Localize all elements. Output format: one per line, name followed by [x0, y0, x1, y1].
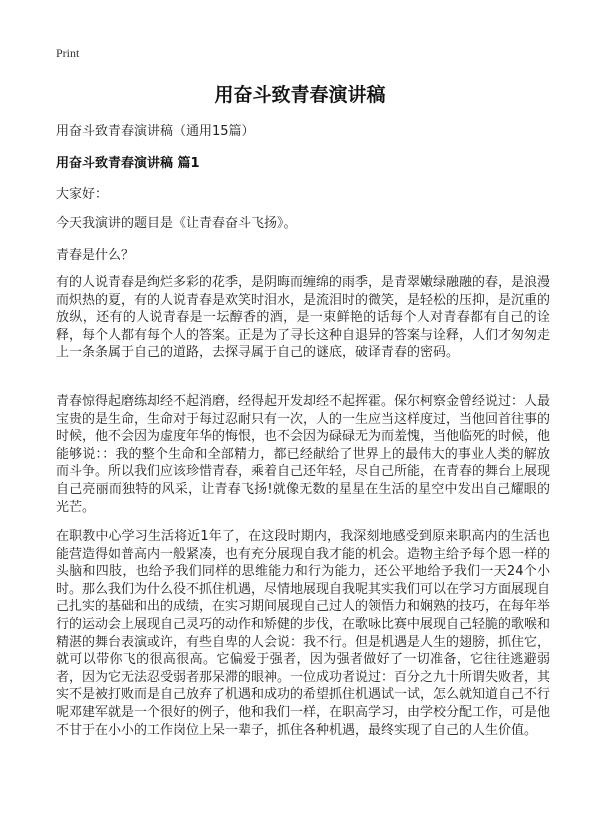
greeting-line: 大家好：: [56, 187, 109, 202]
print-label: Print: [56, 46, 80, 60]
document-title: 用奋斗致青春演讲稿: [214, 84, 386, 106]
section-heading: 用奋斗致青春演讲稿 篇1: [56, 156, 200, 171]
paragraph-3: 在职教中心学习生活将近1年了，在这段时期内，我深刻地感受到原来职高内的生活也能营造得如普高内一般紧凑，也有充分展现自我才能的机会。造物主给予每个恩一样的头脑和四肢，也给予我们同样的思维能力和行为能力，还公平地给予我们一天24个小时。那么我们为什么役不抓住机遇，尽情地展现自我呢其实我们可以在学习方面展现自己扎实的基础和出的成绩，在实习期间展现自己过人的领悟力和娴熟的技巧，在每年举行的运动会上展现自己灵巧的动作和矫健的步伐，在歌咏比赛中展现自己轻脆的歌喉和精湛的舞台表演或许，有些自卑的人会说：我不行。但是机遇是人生的翅膀，抓住它，就可以带你飞的很高很高。它偏爱于强者，因为强者做好了一切准备，它往往逃避弱者，因为它无法忍受弱者那呆滞的眼神。一位成功者说过：百分之九十所谓失败者，其实不是被打败而是自己放弃了机遇和成功的希望抓住机遇试一试，怎么就知道自己不行呢邓建军就是一个很好的例子，他和我们一样，在职高学习，由学校分配工作，可是他不甘于在小小的工作岗位上呆一辈子，抓住各种机遇，最终实现了自己的人生价值。: [56, 529, 551, 738]
document-subtitle: 用奋斗致青春演讲稿（通用15篇）: [56, 124, 255, 139]
intro-line: 今天我演讲的题目是《让青春奋斗飞扬》。: [56, 216, 297, 231]
paragraph-2: 青春惊得起磨练却经不起消磨，经得起开发却经不起挥霍。保尔柯察金曾经说过：人最宝贵的是生命，生命对于每过忍耐只有一次，人的一生应当这样度过，当他回首往事的时候，他不会因为虚度年华的悔恨，也不会因为碌碌无为而羞愧，当他临死的时候，他能够说：：我的整个生命和全部精力，都已经献给了世界上的最伟大的事业人类的解放而斗争。所以我们应该珍惜青春，乘着自己还年轻，尽自己所能，在青春的舞台上展现自己亮丽而独特的风采，让青春飞扬!就像无数的星星在生活的星空中发出自己耀眼的光芒。: [56, 394, 551, 515]
question-line: 青春是什么？: [56, 248, 135, 263]
paragraph-1: 有的人说青春是绚烂多彩的花季，是阴晦而缠绵的雨季，是青翠嫩绿融融的春，是浪漫而炽热的夏，有的人说青春是欢笑时泪水，是流泪时的微笑，是轻松的压抑，是沉重的放纵，还有的人说青春是一坛醇香的酒，是一束鲜艳的话每个人对青春都有自己的诠释，每个人都有每个人的答案。正是为了寻长这种自退异的答案与诠释，人们才匆匆走上一条条属于自己的道路，去探寻属于自己的谜底，破译青春的密码。: [56, 275, 551, 361]
